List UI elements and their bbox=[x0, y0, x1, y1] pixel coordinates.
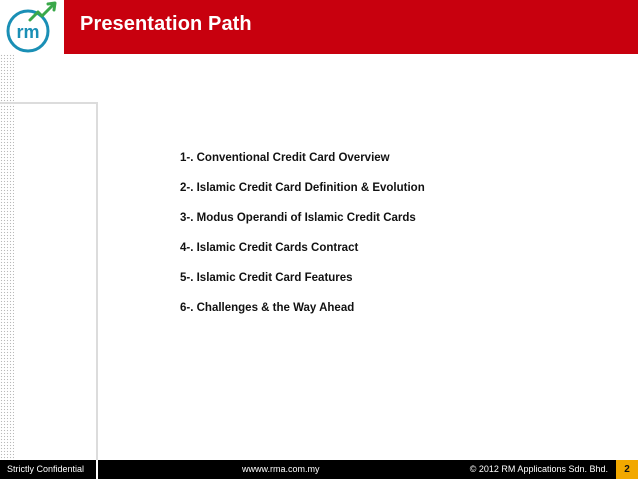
agenda-item: 6-. Challenges & the Way Ahead bbox=[180, 302, 355, 314]
rm-logo-icon bbox=[0, 0, 64, 54]
copyright-text: © 2012 RM Applications Sdn. Bhd. bbox=[469, 464, 608, 474]
footer-bar bbox=[0, 460, 638, 479]
dotted-margin-decoration bbox=[0, 54, 14, 460]
page-title: Presentation Path bbox=[80, 13, 252, 35]
company-logo bbox=[0, 0, 64, 54]
footer-center bbox=[98, 460, 616, 479]
agenda-item: 1-. Conventional Credit Card Overview bbox=[180, 152, 390, 164]
header-bar bbox=[0, 0, 638, 54]
agenda-list bbox=[180, 152, 425, 332]
agenda-item: 3-. Modus Operandi of Islamic Credit Cards bbox=[180, 212, 416, 224]
svg-text:rm: rm bbox=[16, 22, 40, 42]
agenda-item: 4-. Islamic Credit Cards Contract bbox=[180, 242, 359, 254]
frame-line-right bbox=[96, 102, 98, 460]
frame-line-top bbox=[0, 102, 98, 104]
agenda-item: 5-. Islamic Credit Card Features bbox=[180, 272, 353, 284]
page-number-badge: 2 bbox=[616, 460, 638, 479]
confidential-label: Strictly Confidential bbox=[0, 460, 96, 479]
agenda-item: 2-. Islamic Credit Card Definition & Evolution bbox=[180, 182, 425, 194]
website-link[interactable]: wwww.rma.com.my bbox=[242, 464, 320, 474]
